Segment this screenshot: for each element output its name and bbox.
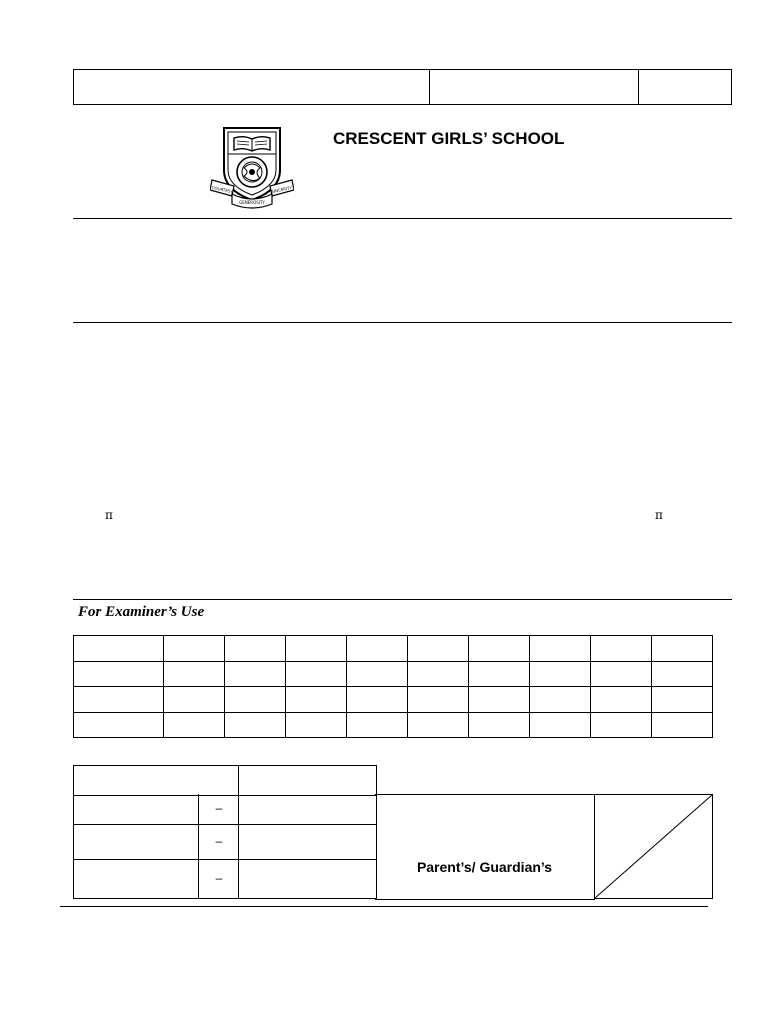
grid-cell: [286, 636, 347, 662]
examiner-use-title: For Examiner’s Use: [78, 604, 205, 620]
table-row: [74, 687, 713, 713]
grid-cell: [74, 712, 164, 738]
grid-cell: [408, 661, 469, 687]
grid-cell: [225, 661, 286, 687]
grid-cell: [286, 661, 347, 687]
table-row: [74, 661, 713, 687]
class-field[interactable]: [430, 70, 639, 105]
summary-row-3-label: [73, 860, 199, 899]
diagonal-box: [594, 794, 713, 899]
grid-cell: [225, 687, 286, 713]
grid-cell: [347, 636, 408, 662]
candidate-info-box: [73, 69, 732, 105]
summary-row-2-label: [73, 825, 199, 860]
summary-row-1-label: [73, 794, 199, 825]
pi-symbol-left: π: [105, 508, 113, 522]
grid-cell: [164, 661, 225, 687]
grid-cell: [74, 661, 164, 687]
grid-cell: [225, 636, 286, 662]
grid-cell: [591, 712, 652, 738]
parent-signature-cell[interactable]: [375, 794, 595, 900]
grid-cell: [652, 712, 713, 738]
grid-cell: [469, 687, 530, 713]
grid-cell: [591, 636, 652, 662]
table-row: [74, 636, 713, 662]
summary-header-cell-2: [238, 765, 377, 796]
summary-row-1-dash: –: [198, 794, 239, 825]
grid-cell: [591, 687, 652, 713]
grid-cell: [164, 636, 225, 662]
grid-cell: [591, 661, 652, 687]
grid-cell: [408, 712, 469, 738]
grid-cell: [164, 712, 225, 738]
examiner-marks-grid: [73, 635, 713, 738]
parent-signature-label: Parent’s/ Guardian’s: [416, 859, 553, 875]
grid-cell: [347, 661, 408, 687]
crest-motto-right: SINCERITY: [270, 184, 293, 195]
grid-cell: [530, 636, 591, 662]
instructions-divider: [73, 322, 732, 323]
summary-header-cell-1: [73, 765, 239, 796]
grid-cell: [74, 687, 164, 713]
summary-row-2-value[interactable]: [238, 825, 377, 860]
pi-symbol-right: π: [655, 508, 663, 522]
grid-cell: [652, 636, 713, 662]
register-number-field[interactable]: [639, 70, 732, 105]
candidate-name-field[interactable]: [74, 70, 430, 105]
grid-cell: [286, 687, 347, 713]
grid-cell: [530, 687, 591, 713]
grid-cell: [225, 712, 286, 738]
grid-cell: [286, 712, 347, 738]
grid-cell: [530, 712, 591, 738]
grid-cell: [164, 687, 225, 713]
examiner-divider: [73, 599, 732, 600]
grid-cell: [652, 687, 713, 713]
footer-divider: [60, 906, 708, 907]
grid-cell: [469, 712, 530, 738]
crest-motto-center: GENEROSITY: [239, 200, 265, 205]
summary-row-2-dash: –: [198, 825, 239, 860]
grid-cell: [530, 661, 591, 687]
school-name: CRESCENT GIRLS’ SCHOOL: [333, 129, 565, 148]
grid-cell: [74, 636, 164, 662]
grid-cell: [408, 687, 469, 713]
grid-cell: [408, 636, 469, 662]
summary-row-3-value[interactable]: [238, 860, 377, 899]
grid-cell: [347, 687, 408, 713]
crest-motto-left: COURTESY: [211, 184, 234, 195]
table-row: [74, 712, 713, 738]
summary-row-1-value[interactable]: [238, 794, 377, 825]
school-crest-logo: [210, 124, 294, 210]
grid-cell: [347, 712, 408, 738]
grid-cell: [469, 661, 530, 687]
header-divider: [73, 218, 732, 219]
grid-cell: [469, 636, 530, 662]
summary-row-3-dash: –: [198, 860, 239, 899]
grid-cell: [652, 661, 713, 687]
